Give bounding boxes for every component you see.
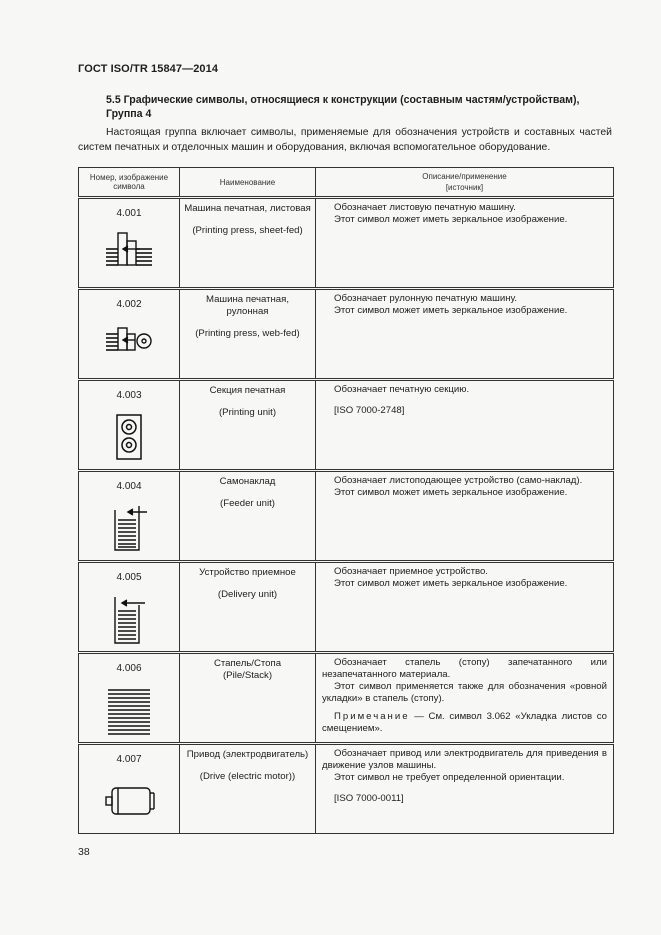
symbols-table bbox=[78, 167, 614, 834]
web-fed-press-icon bbox=[104, 322, 154, 352]
delivery-unit-icon bbox=[109, 595, 149, 645]
symbol-number: 4.004 bbox=[116, 481, 142, 492]
header-name: Наименование bbox=[180, 168, 316, 197]
intro-paragraph: Настоящая группа включает символы, применяемые для обозначения устройств и составных частей систем печатных и отделочных машин и оборудования, включая вспомогательное оборудование. bbox=[78, 127, 612, 153]
table-row: 4.004 Самонаклад (Feeder unit) Обозначает листоподающее устройство (само-наклад). Этот символ может иметь зеркальное изображение. bbox=[79, 472, 614, 561]
table-row: 4.003 Секция печатная (Printing unit) Обозначает печатную секцию. [ISO 7000-2748] bbox=[79, 381, 614, 470]
symbol-number: 4.006 bbox=[116, 663, 142, 674]
pile-stack-icon bbox=[106, 686, 152, 738]
electric-motor-icon bbox=[102, 783, 156, 819]
table-row: 4.006 Стапель/Стопа (Pile/Stack) Обозначает стапель (стопу) запечатанного или незапечатанного материала. Этот символ применяется также для обозначения «ровной укладки» в стапель (стопу). Примечание — См. символ 3.062 «Укладка листов со смещением». bbox=[79, 654, 614, 743]
symbol-number: 4.002 bbox=[116, 299, 142, 310]
table-header-row bbox=[79, 168, 614, 197]
symbol-number: 4.001 bbox=[116, 208, 142, 219]
document-header: ГОСТ ISO/TR 15847—2014 bbox=[78, 63, 219, 75]
table-row: 4.007 Привод (электродвигатель) (Drive (electric motor)) Обозначает привод или электродвигатель для приведения в движение узлов машины. Этот символ не требует определенной ориентации. [ISO 7000-0011] bbox=[79, 745, 614, 834]
table-row: 4.001 Машина печатная, листовая (Printing press, sheet-fed) Обозначает листовую печатную машину. Этот символ может иметь зеркальное изображение. bbox=[79, 199, 614, 288]
header-description: Описание/применение [источник] bbox=[316, 168, 614, 197]
section-heading: 5.5 Графические символы, относящиеся к конструкции (составным частям/устройствам), Группа 4 bbox=[106, 94, 580, 120]
table-row: 4.002 Машина печатная, рулонная (Printing press, web-fed) Обозначает рулонную печатную машину. Этот символ может иметь зеркальное изображение. bbox=[79, 290, 614, 379]
header-number-image: Номер, изображение символа bbox=[79, 168, 180, 197]
symbol-number: 4.003 bbox=[116, 390, 142, 401]
symbol-number: 4.007 bbox=[116, 754, 142, 765]
sheet-fed-press-icon bbox=[104, 231, 154, 267]
table-row: 4.005 Устройство приемное (Delivery unit) Обозначает приемное устройство. Этот символ может иметь зеркальное изображение. bbox=[79, 563, 614, 652]
note-label: Примечание bbox=[334, 711, 410, 722]
symbol-number: 4.005 bbox=[116, 572, 142, 583]
printing-unit-icon bbox=[114, 413, 144, 461]
page-number: 38 bbox=[78, 846, 90, 858]
feeder-unit-icon bbox=[109, 504, 149, 552]
